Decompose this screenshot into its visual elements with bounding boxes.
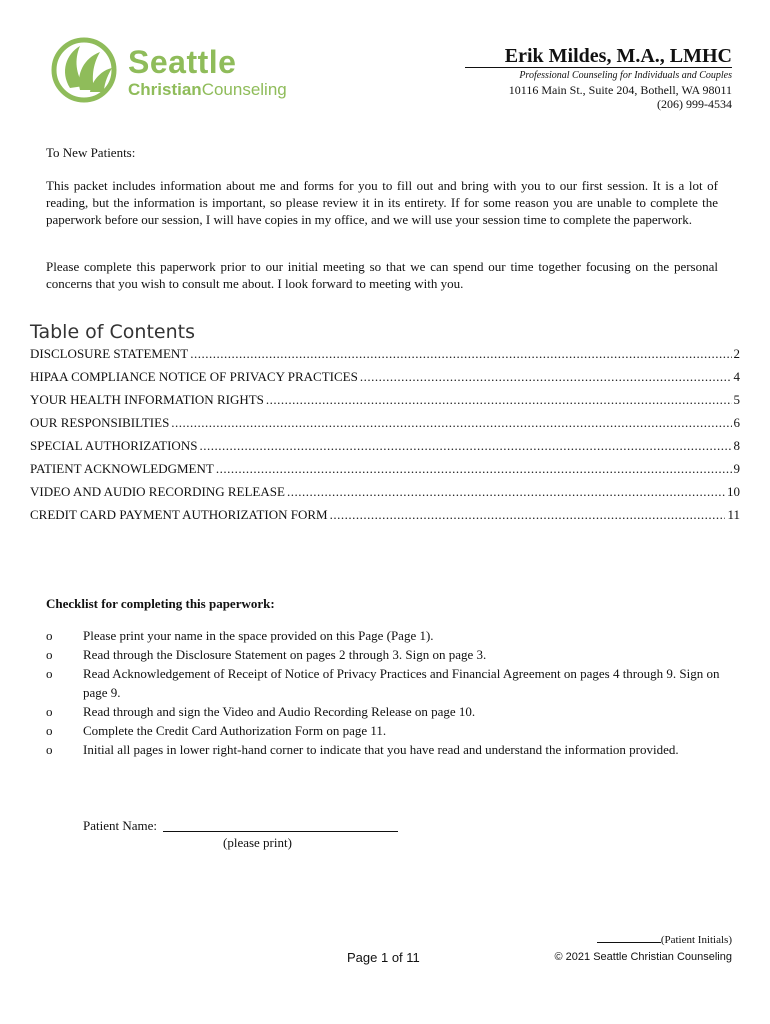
checklist-bullet: o bbox=[46, 647, 53, 662]
checklist-item-text: Read through and sign the Video and Audio Recording Release on page 10. bbox=[83, 704, 476, 719]
checklist-item bbox=[46, 721, 736, 740]
toc-leader-dots bbox=[266, 392, 732, 408]
toc-leader-dots bbox=[360, 369, 732, 385]
checklist-item bbox=[46, 664, 736, 702]
checklist-bullet: o bbox=[46, 723, 53, 738]
toc-entry-title: VIDEO AND AUDIO RECORDING RELEASE bbox=[30, 484, 285, 499]
toc-entry-title: HIPAA COMPLIANCE NOTICE OF PRIVACY PRACTICES bbox=[30, 369, 358, 384]
toc-entry-title: SPECIAL AUTHORIZATIONS bbox=[30, 438, 198, 453]
patient-name-hint: (please print) bbox=[223, 835, 292, 850]
checklist bbox=[46, 626, 736, 759]
checklist-bullet: o bbox=[46, 704, 53, 719]
toc-leader-dots bbox=[216, 461, 732, 477]
checklist-item-text: Please print your name in the space provided on this Page (Page 1). bbox=[83, 628, 434, 643]
patient-name-label: Patient Name: bbox=[83, 818, 158, 833]
patient-name-field[interactable] bbox=[163, 831, 398, 832]
toc-entry[interactable] bbox=[30, 392, 740, 415]
counselor-tagline: Professional Counseling for Individuals and Couples bbox=[519, 70, 732, 81]
toc-entry[interactable] bbox=[30, 438, 740, 461]
checklist-title: Checklist for completing this paperwork: bbox=[46, 596, 275, 611]
checklist-item-text: Initial all pages in lower right-hand corner to indicate that you have read and understand the information provided. bbox=[83, 742, 679, 757]
toc-entry-page: 6 bbox=[733, 415, 740, 430]
copyright: © 2021 Seattle Christian Counseling bbox=[554, 951, 732, 963]
page-number: Page 1 of 11 bbox=[347, 950, 420, 965]
toc-leader-dots bbox=[199, 438, 731, 454]
toc-entry[interactable] bbox=[30, 507, 740, 530]
toc-entry-title: CREDIT CARD PAYMENT AUTHORIZATION FORM bbox=[30, 507, 328, 522]
toc-entry[interactable] bbox=[30, 369, 740, 392]
toc-entry[interactable] bbox=[30, 415, 740, 438]
toc-leader-dots bbox=[190, 346, 731, 362]
checklist-item-text: Read through the Disclosure Statement on pages 2 through 3. Sign on page 3. bbox=[83, 647, 487, 662]
toc-entry-title: PATIENT ACKNOWLEDGMENT bbox=[30, 461, 214, 476]
leaf-logo-icon bbox=[50, 36, 122, 104]
salutation: To New Patients: bbox=[46, 145, 136, 160]
toc-leader-dots bbox=[330, 507, 726, 523]
toc-entry[interactable] bbox=[30, 346, 740, 369]
office-phone: (206) 999-4534 bbox=[657, 97, 732, 111]
toc-entry-page: 8 bbox=[733, 438, 740, 453]
checklist-bullet: o bbox=[46, 628, 53, 643]
patient-initials-field[interactable] bbox=[597, 942, 661, 943]
toc-entry[interactable] bbox=[30, 461, 740, 484]
logo-word-counseling: Counseling bbox=[201, 80, 287, 99]
intro-paragraph-1: This packet includes information about me and forms for you to fill out and bring with you to our first session. It is a lot of reading, but the information is important, so please review it in its entirety. If for some reason you are unable to complete the paperwork before our session, I will have copies in my office, and we will use your session time to complete the paperwork. bbox=[46, 178, 718, 227]
toc-entry-page: 10 bbox=[727, 484, 740, 499]
toc-leader-dots bbox=[287, 484, 725, 500]
logo-wordmark-christian-counseling bbox=[128, 80, 287, 100]
table-of-contents bbox=[30, 346, 740, 530]
checklist-item bbox=[46, 740, 736, 759]
toc-entry-page: 4 bbox=[733, 369, 740, 384]
checklist-item bbox=[46, 626, 736, 645]
checklist-bullet: o bbox=[46, 742, 53, 757]
toc-title: Table of Contents bbox=[30, 321, 195, 343]
office-address: 10116 Main St., Suite 204, Bothell, WA 98011 bbox=[508, 83, 732, 97]
toc-entry-title: DISCLOSURE STATEMENT bbox=[30, 346, 189, 361]
toc-entry-title: OUR RESPONSIBILTIES bbox=[30, 415, 170, 430]
checklist-item-text: Read Acknowledgement of Receipt of Notice of Privacy Practices and Financial Agreement on pages 4 through 9. Sign on page 9. bbox=[83, 666, 720, 700]
toc-leader-dots bbox=[171, 415, 731, 431]
checklist-item-text: Complete the Credit Card Authorization Form on page 11. bbox=[83, 723, 387, 738]
toc-entry-page: 2 bbox=[733, 346, 740, 361]
logo-word-christian: Christian bbox=[128, 80, 202, 99]
intro-paragraph-2: Please complete this paperwork prior to our initial meeting so that we can spend our time together focusing on the personal concerns that you wish to consult me about. I look forward to meeting with you. bbox=[46, 259, 718, 291]
patient-initials bbox=[597, 934, 732, 946]
checklist-bullet: o bbox=[46, 666, 53, 681]
checklist-item bbox=[46, 645, 736, 664]
toc-entry[interactable] bbox=[30, 484, 740, 507]
counselor-name: Erik Mildes, M.A., LMHC bbox=[465, 45, 732, 68]
checklist-item bbox=[46, 702, 736, 721]
logo-wordmark-seattle: Seattle bbox=[128, 44, 237, 80]
toc-entry-page: 9 bbox=[733, 461, 740, 476]
patient-initials-label: (Patient Initials) bbox=[660, 934, 732, 946]
toc-entry-page: 11 bbox=[727, 507, 740, 522]
toc-entry-page: 5 bbox=[733, 392, 740, 407]
toc-entry-title: YOUR HEALTH INFORMATION RIGHTS bbox=[30, 392, 264, 407]
